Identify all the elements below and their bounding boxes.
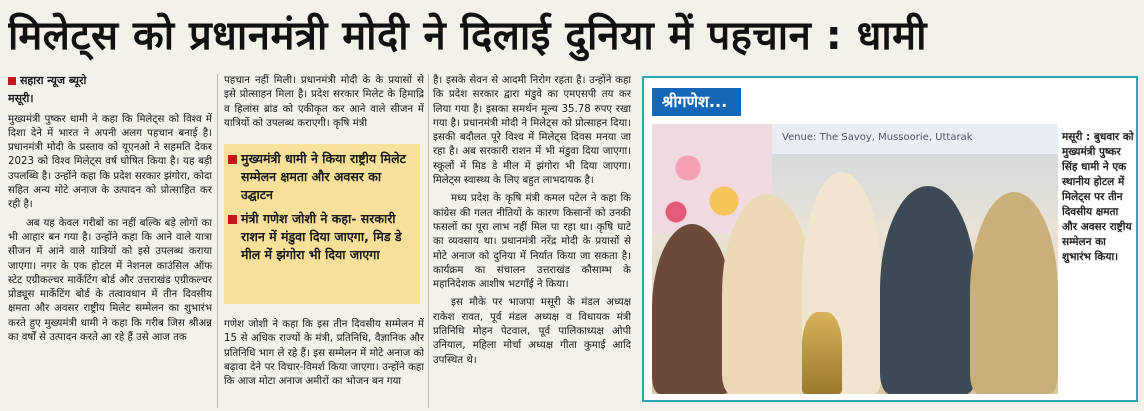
byline-text: सहारा न्यूज ब्यूरो	[20, 74, 87, 87]
dateline: मसूरी।	[8, 92, 34, 106]
pull-quote	[228, 150, 414, 204]
article-column-1	[8, 74, 212, 408]
article-column-2-top: पहचान नहीं मिली। प्रधानमंत्री मोदी के के प्रयासों से इसे प्रोत्साहन मिला है। प्रदेश सरकार मिलेट के हिमाद्रि व हिलांस ब्रांड को एकीकृत कर आने वाले सीजन में यात्रियों को उपलब्ध कराएगी। कृषि मंत्री	[224, 75, 424, 129]
pull-quote	[228, 210, 414, 264]
person-figure	[722, 194, 812, 394]
person-figure	[880, 186, 976, 394]
paragraph: मुख्यमंत्री पुष्कर धामी ने कहा कि मिलेट्स को विश्व में दिशा देने में भारत ने अपनी अलग पहचान बनाई है। प्रधानमंत्री मोदी के प्रस्ताव को यूएनओ ने सहमति देकर 2023 को विश्व मिलेट्स वर्ष घोषित किया है। यह बड़ी उपलब्धि है। उन्होंने कहा कि प्रदेश सरकार झंगोरा, कोदा सहित अन्य मोटे अनाज के उत्पादन को प्रोत्साहित कर रही है।	[8, 113, 212, 211]
pull-quote-text: मुख्यमंत्री धामी ने किया राष्ट्रीय मिलेट सम्मेलन क्षमता और अवसर का उद्घाटन	[241, 151, 406, 202]
headline: मिलेट्स को प्रधानमंत्री मोदी ने दिलाई दुनिया में पहचान : धामी	[8, 13, 927, 59]
photo-box	[642, 76, 1138, 402]
person-figure	[970, 192, 1058, 394]
paragraph: इस मौके पर भाजपा मसूरी के मंडल अध्यक्ष राकेश रावत, पूर्व मंडल अध्यक्ष व विधायक मंत्री प्रतिनिधि मोहन पेटवाल, पूर्व पालिकाध्यक्ष ओपी उनियाल, महिला मोर्चा अध्यक्ष गीता कुमाई आदि उपस्थित थे।	[433, 297, 631, 366]
photo-tag: श्रीगणेश...	[652, 88, 741, 116]
bullet-square-icon	[228, 155, 237, 164]
person-figure	[652, 224, 732, 394]
paragraph: अब यह केवल गरीबों का नहीं बल्कि बड़े लोगों का भी आहार बन गया है। उन्होंने कहा कि आने वाले यात्रा सीजन में आने वाले यात्रियों को इसे उपलब्ध कराया जाएगा। नगर के एक होटल में नेशनल काउंसिल ऑफ स्टेट एग्रीकल्चर मार्केटिंग बोर्ड और उत्तराखंड एग्रीकल्चर प्रोड्यूस मार्केटिंग बोर्ड के तत्वावधान में तीन दिवसीय क्षमता और अवसर राष्ट्रीय मिलेट सम्मेलन का शुभारंभ करते हुए मुख्यमंत्री धामी ने कहा कि गरीब जिस श्रीअन्न का वर्षों से उत्पादन करते आ रहे हैं उसे आज तक	[8, 217, 212, 344]
event-photo	[652, 124, 1058, 394]
bullet-square-icon	[8, 77, 16, 85]
venue-banner	[772, 124, 1058, 154]
article-column-2-bottom: गणेश जोशी ने कहा कि इस तीन दिवसीय सम्मेलन में 15 से अधिक राज्यों के मंत्री, प्रतिनिधि, वैज्ञानिक और प्रतिनिधि भाग ले रहे हैं। इस सम्मेलन में मोटे अनाज को बढ़ावा देने पर विचार-विमर्श किया जाएगा। उन्होंने कहा कि आज मोटा अनाज अमीरों का भोजन बन गया	[224, 319, 424, 388]
paragraph: है। इसके सेवन से आदमी निरोग रहता है। उन्होंने कहा कि प्रदेश सरकार द्वारा मंडुवे का एमएसपी तय कर लिया गया है। इसका समर्थन मूल्य 35.78 रुपए रखा गया है। प्रधानमंत्री मोदी ने मिलेट्स को प्रोत्साहन दिया। इसकी बदौलत पूरे विश्व में मिलेट्स दिवस मनया जा रहा है। अब सरकारी राशन में भी मंडुवा दिया जाएगा। स्कूलों में मिड डे मील में झंगोरा भी दिया जाएगा। मिलेट्स स्वास्थ्य के लिए बहुत लाभदायक है।	[433, 75, 631, 187]
bullet-square-icon	[228, 215, 237, 224]
ceremonial-lamp	[802, 312, 842, 394]
photo-caption: मसूरी : बुधवार को मुख्यमंत्री पुष्कर सिंह धामी ने एक स्थानीय होटल में मिलेट्स पर तीन दिवसीय क्षमता और अवसर राष्ट्रीय सम्मेलन का शुभारंभ किया।	[1062, 131, 1134, 263]
pull-quote-box	[224, 144, 420, 304]
article-column-3	[433, 74, 631, 408]
column-divider	[217, 74, 218, 408]
paragraph: मध्य प्रदेश के कृषि मंत्री कमल पटेल ने कहा कि कांग्रेस की गलत नीतियों के कारण किसानों को उनकी फसलों का पूरा लाभ नहीं मिल पा रहा था। कृषि घाटे का व्यवसाय था। प्रधानमंत्री नरेंद्र मोदी के प्रयासों से मोटे अनाज को दुनिया में निर्यात किया जा सकता है। कार्यक्रम का संचालन उत्तराखंड कौसाम्भ के महानिदेशक आशीष भटगाँई ने किया।	[433, 193, 631, 291]
column-divider	[428, 74, 429, 408]
pull-quote-text: मंत्री गणेश जोशी ने कहा- सरकारी राशन में मंडुवा दिया जाएगा, मिड डे मील में झंगोरा भी दिया जाएगा	[241, 211, 402, 262]
venue-banner-text: Venue: The Savoy, Mussoorie, Uttarak	[782, 132, 973, 143]
byline	[8, 74, 212, 88]
